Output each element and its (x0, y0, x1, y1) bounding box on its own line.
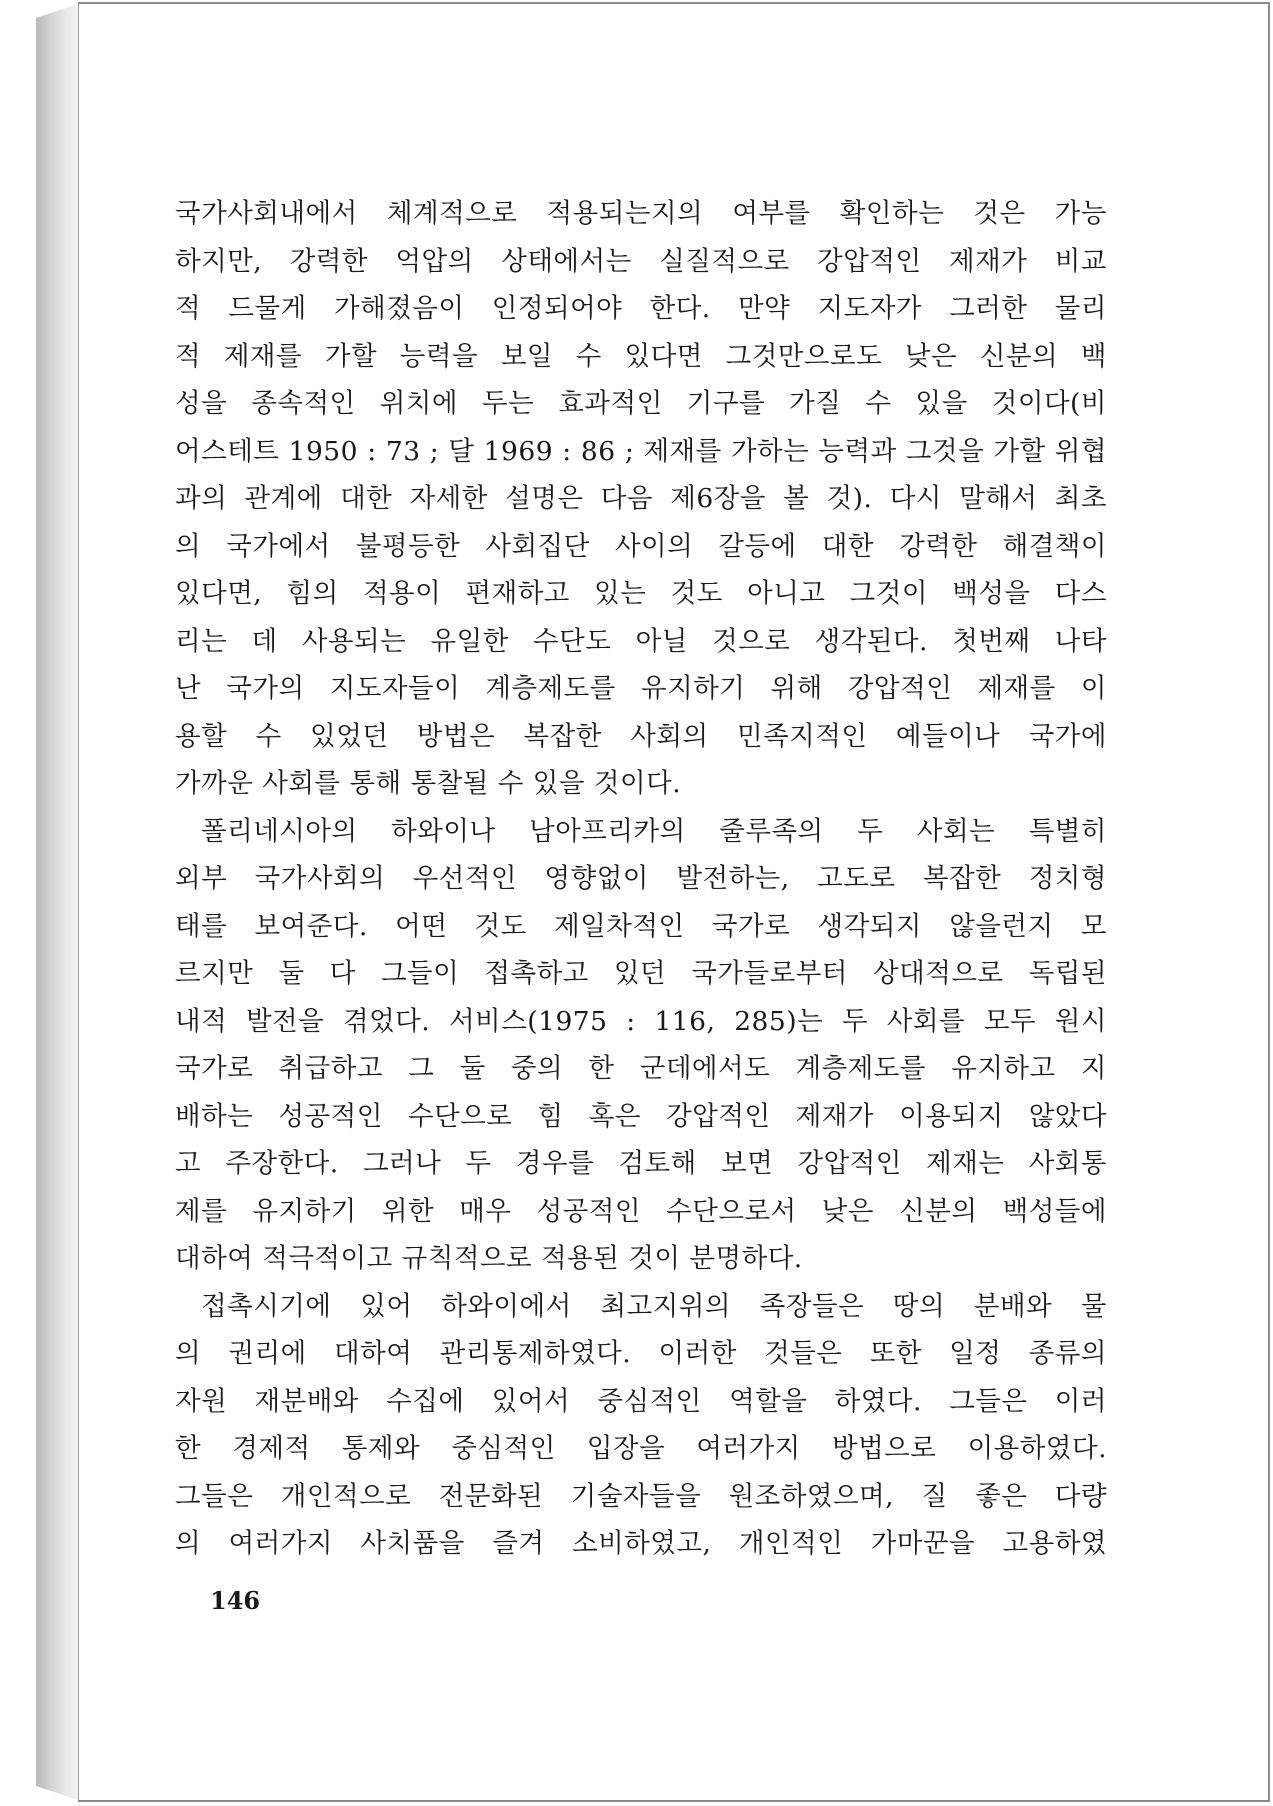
text-line: 배하는 성공적인 수단으로 힘 혹은 강압적인 제재가 이용되지 않았다 (175, 1100, 1107, 1132)
text-line: 적 제재를 가할 능력을 보일 수 있다면 그것만으로도 낮은 신분의 백 (175, 340, 1107, 372)
text-line: 그들은 개인적으로 전문화된 기술자들을 원조하였으며, 질 좋은 다량 (175, 1480, 1107, 1512)
page-body-text (175, 190, 1107, 1568)
text-line: 적 드물게 가해졌음이 인정되어야 한다. 만약 지도자가 그러한 물리 (175, 293, 1107, 324)
text-line: 한 경제적 통제와 중심적인 입장을 여러가지 방법으로 이용하였다. (175, 1433, 1107, 1464)
text-line: 리는 데 사용되는 유일한 수단도 아닐 것으로 생각된다. 첫번째 나타 (175, 625, 1107, 657)
text-line: 난 국가의 지도자들이 계층제도를 유지하기 위해 강압적인 제재를 이 (175, 673, 1107, 704)
text-line: 과의 관계에 대한 자세한 설명은 다음 제6장을 볼 것). 다시 말해서 최초 (175, 483, 1107, 514)
text-line: 어스테트 1950 : 73 ; 달 1969 : 86 ; 제재를 가하는 능력과 그것을 가할 위협 (175, 435, 1107, 467)
text-line: 국가사회내에서 체계적으로 적용되는지의 여부를 확인하는 것은 가능 (175, 198, 1107, 229)
text-line: 대하여 적극적이고 규칙적으로 적용된 것이 분명하다. (175, 1243, 803, 1274)
text-line: 태를 보여준다. 어떤 것도 제일차적인 국가로 생각되지 않을런지 모 (175, 910, 1107, 942)
book-spine (36, 4, 78, 1800)
text-line: 의 국가에서 불평등한 사회집단 사이의 갈등에 대한 강력한 해결책이 (175, 530, 1107, 562)
text-line: 의 권리에 대하여 관리통제하였다. 이러한 것들은 또한 일정 종류의 (175, 1338, 1107, 1369)
text-line: 르지만 둘 다 그들이 접촉하고 있던 국가들로부터 상대적으로 독립된 (175, 958, 1107, 989)
text-line: 고 주장한다. 그러나 두 경우를 검토해 보면 강압적인 제재는 사회통 (175, 1148, 1107, 1179)
text-line: 성을 종속적인 위치에 두는 효과적인 기구를 가질 수 있을 것이다(비 (175, 388, 1107, 419)
text-line: 내적 발전을 겪었다. 서비스(1975 : 116, 285)는 두 사회를 모두 원시 (175, 1005, 1107, 1037)
text-line: 제를 유지하기 위한 매우 성공적인 수단으로서 낮은 신분의 백성들에 (175, 1195, 1107, 1227)
page-number: 146 (210, 1586, 261, 1615)
text-line: 외부 국가사회의 우선적인 영향없이 발전하는, 고도로 복잡한 정치형 (175, 863, 1107, 894)
text-line: 국가로 취급하고 그 둘 중의 한 군데에서도 계층제도를 유지하고 지 (175, 1053, 1107, 1084)
text-line: 하지만, 강력한 억압의 상태에서는 실질적으로 강압적인 제재가 비교 (175, 245, 1107, 277)
text-line: 있다면, 힘의 적용이 편재하고 있는 것도 아니고 그것이 백성을 다스 (175, 578, 1107, 609)
text-line: 접촉시기에 있어 하와이에서 최고지위의 족장들은 땅의 분배와 물 (201, 1290, 1107, 1322)
text-line: 자원 재분배와 수집에 있어서 중심적인 역할을 하였다. 그들은 이러 (175, 1385, 1107, 1417)
text-line: 폴리네시아의 하와이나 남아프리카의 줄루족의 두 사회는 특별히 (201, 815, 1107, 847)
text-line: 의 여러가지 사치품을 즐겨 소비하였고, 개인적인 가마꾼을 고용하였 (175, 1528, 1107, 1559)
text-line: 용할 수 있었던 방법은 복잡한 사회의 민족지적인 예들이나 국가에 (175, 720, 1107, 752)
text-line: 가까운 사회를 통해 통찰될 수 있을 것이다. (175, 768, 682, 799)
